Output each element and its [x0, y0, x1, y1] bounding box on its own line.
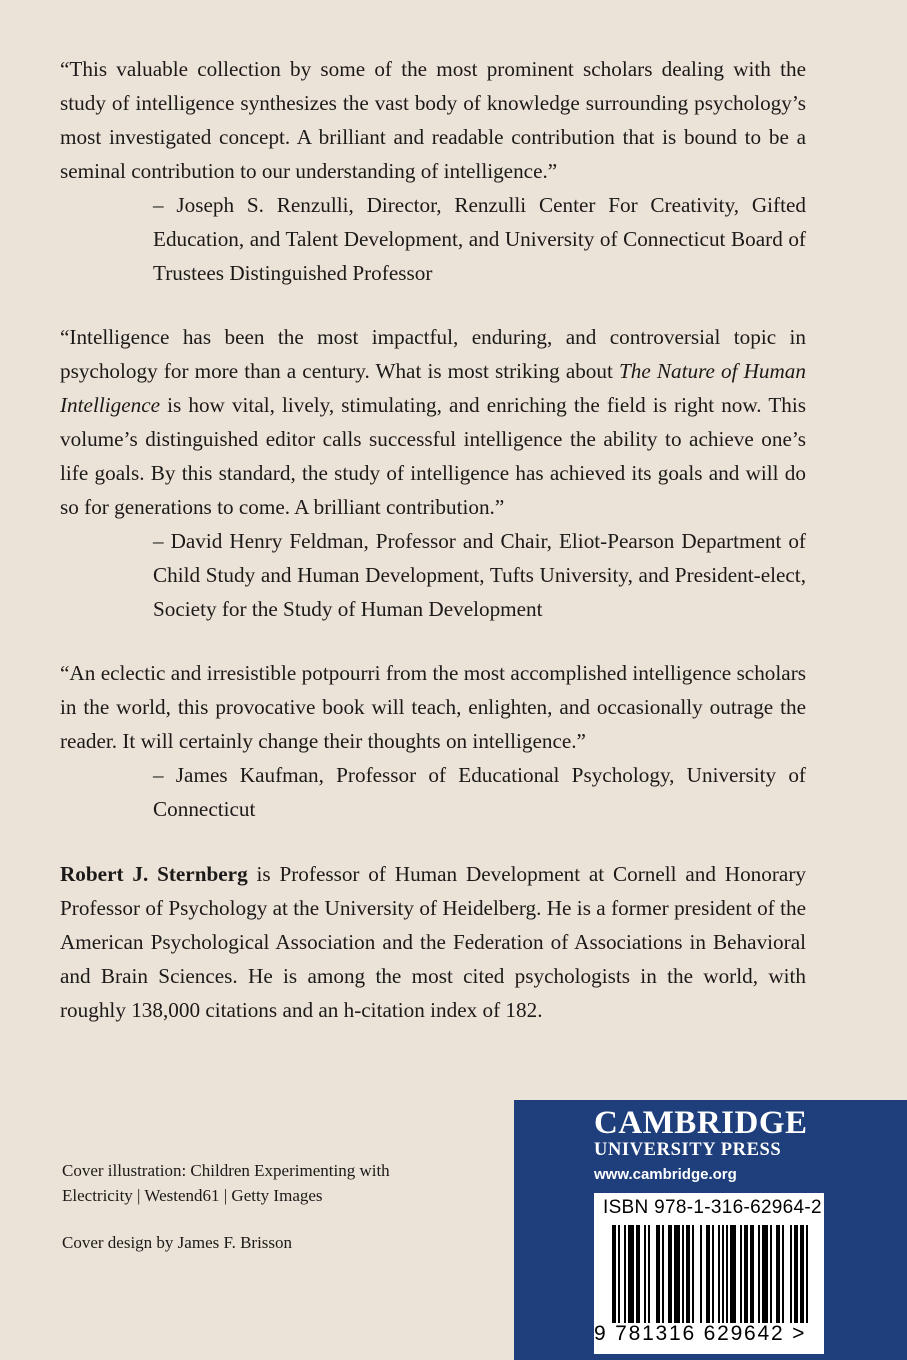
barcode-bar	[648, 1225, 650, 1323]
quote-text-before: “Intelligence has been the most impactful, enduring, and controversial topic in psychology for more than a century. What is most striking about	[60, 325, 806, 383]
barcode-bar	[636, 1225, 640, 1323]
publisher-url: www.cambridge.org	[594, 1166, 737, 1183]
barcode-bar	[770, 1225, 772, 1323]
barcode-bar	[744, 1225, 748, 1323]
endorsement-quote-1	[60, 52, 806, 290]
publisher-subtitle: UNIVERSITY PRESS	[594, 1140, 782, 1160]
barcode-bar	[718, 1225, 720, 1323]
barcode-bar	[712, 1225, 714, 1323]
barcode-bar	[790, 1225, 792, 1323]
quote-text	[60, 320, 806, 524]
quote-text: “An eclectic and irresistible potpourri from the most accomplished intelligence scholars in the world, this provocative book will teach, enlighten, and occasionally outrage the reader. It will certainly change their thoughts on intelligence.”	[60, 661, 806, 753]
author-bio	[60, 857, 806, 1027]
author-name: Robert J. Sternberg	[60, 862, 248, 886]
isbn-label: ISBN 978-1-316-62964-2	[603, 1197, 822, 1218]
quote-attribution: – Joseph S. Renzulli, Director, Renzulli Center For Creativity, Gifted Education, and Talent Development, and University of Connecticut Board of Trustees Distinguished Professor	[153, 193, 806, 285]
endorsement-quote-2	[60, 320, 806, 626]
barcode-bar	[726, 1225, 728, 1323]
barcode-bar	[782, 1225, 784, 1323]
quote-text: “This valuable collection by some of the most prominent scholars dealing with the study of intelligence synthesizes the vast body of knowledge surrounding psychology’s most investigated concept. A brilliant and readable contribution that is bound to be a seminal contribution to our understanding of intelligence.”	[60, 57, 806, 183]
barcode-bar	[674, 1225, 680, 1323]
bio-text	[60, 857, 806, 1027]
quote-attribution: – James Kaufman, Professor of Educational Psychology, University of Connecticut	[153, 763, 806, 821]
barcode-digits: 9 781316 629642 >	[594, 1322, 807, 1345]
cover-illustration-credit: Cover illustration: Children Experimenting with Electricity | Westend61 | Getty Images	[62, 1161, 390, 1205]
barcode-bar	[656, 1225, 660, 1323]
bio-body: is Professor of Human Development at Cornell and Honorary Professor of Psychology at the University of Heidelberg. He is a former president of the American Psychological Association and the Federation of Associations in Behavioral and Brain Sciences. He is among the most cited psychologists in the world, with roughly 138,000 citations and an h-citation index of 182.	[60, 862, 806, 1022]
endorsement-quote-3	[60, 656, 806, 826]
barcode-bar	[624, 1225, 626, 1323]
barcode-bar	[722, 1225, 724, 1323]
barcode-bar	[794, 1225, 798, 1323]
barcode-bar	[762, 1225, 768, 1323]
book-title: The Nature of Human Intelligence	[60, 359, 806, 417]
barcode-bar	[776, 1225, 780, 1323]
quote-attribution: – David Henry Feldman, Professor and Chair, Eliot-Pearson Department of Child Study and Human Development, Tufts University, and President-elect, Society for the Study of Human Development	[153, 529, 806, 621]
barcode-bar	[686, 1225, 690, 1323]
barcode-bar	[662, 1225, 664, 1323]
barcode-bar	[740, 1225, 742, 1323]
barcode-bar	[612, 1225, 616, 1323]
barcode-bar	[700, 1225, 702, 1323]
cover-design-credit: Cover design by James F. Brisson	[62, 1233, 293, 1252]
barcode-bar	[806, 1225, 808, 1323]
publisher-panel	[514, 1100, 907, 1360]
barcode-bar	[682, 1225, 684, 1323]
barcode-bar	[706, 1225, 710, 1323]
isbn-barcode	[594, 1193, 824, 1354]
barcode-bar	[750, 1225, 754, 1323]
barcode-bar	[668, 1225, 672, 1323]
barcode-bar	[758, 1225, 760, 1323]
barcode-bar	[800, 1225, 804, 1323]
barcode-bar	[730, 1225, 736, 1323]
barcode-bar	[618, 1225, 620, 1323]
barcode-bar	[692, 1225, 694, 1323]
barcode-bar	[644, 1225, 646, 1323]
publisher-name: CAMBRIDGE	[594, 1105, 808, 1141]
barcode-bar	[628, 1225, 634, 1323]
quote-text-after: is how vital, lively, stimulating, and enriching the field is right now. This volume’s distinguished editor calls successful intelligence the ability to achieve one’s life goals. By this standard, the study of intelligence has achieved its goals and will do so for generations to come. A brilliant contribution.”	[60, 393, 806, 519]
